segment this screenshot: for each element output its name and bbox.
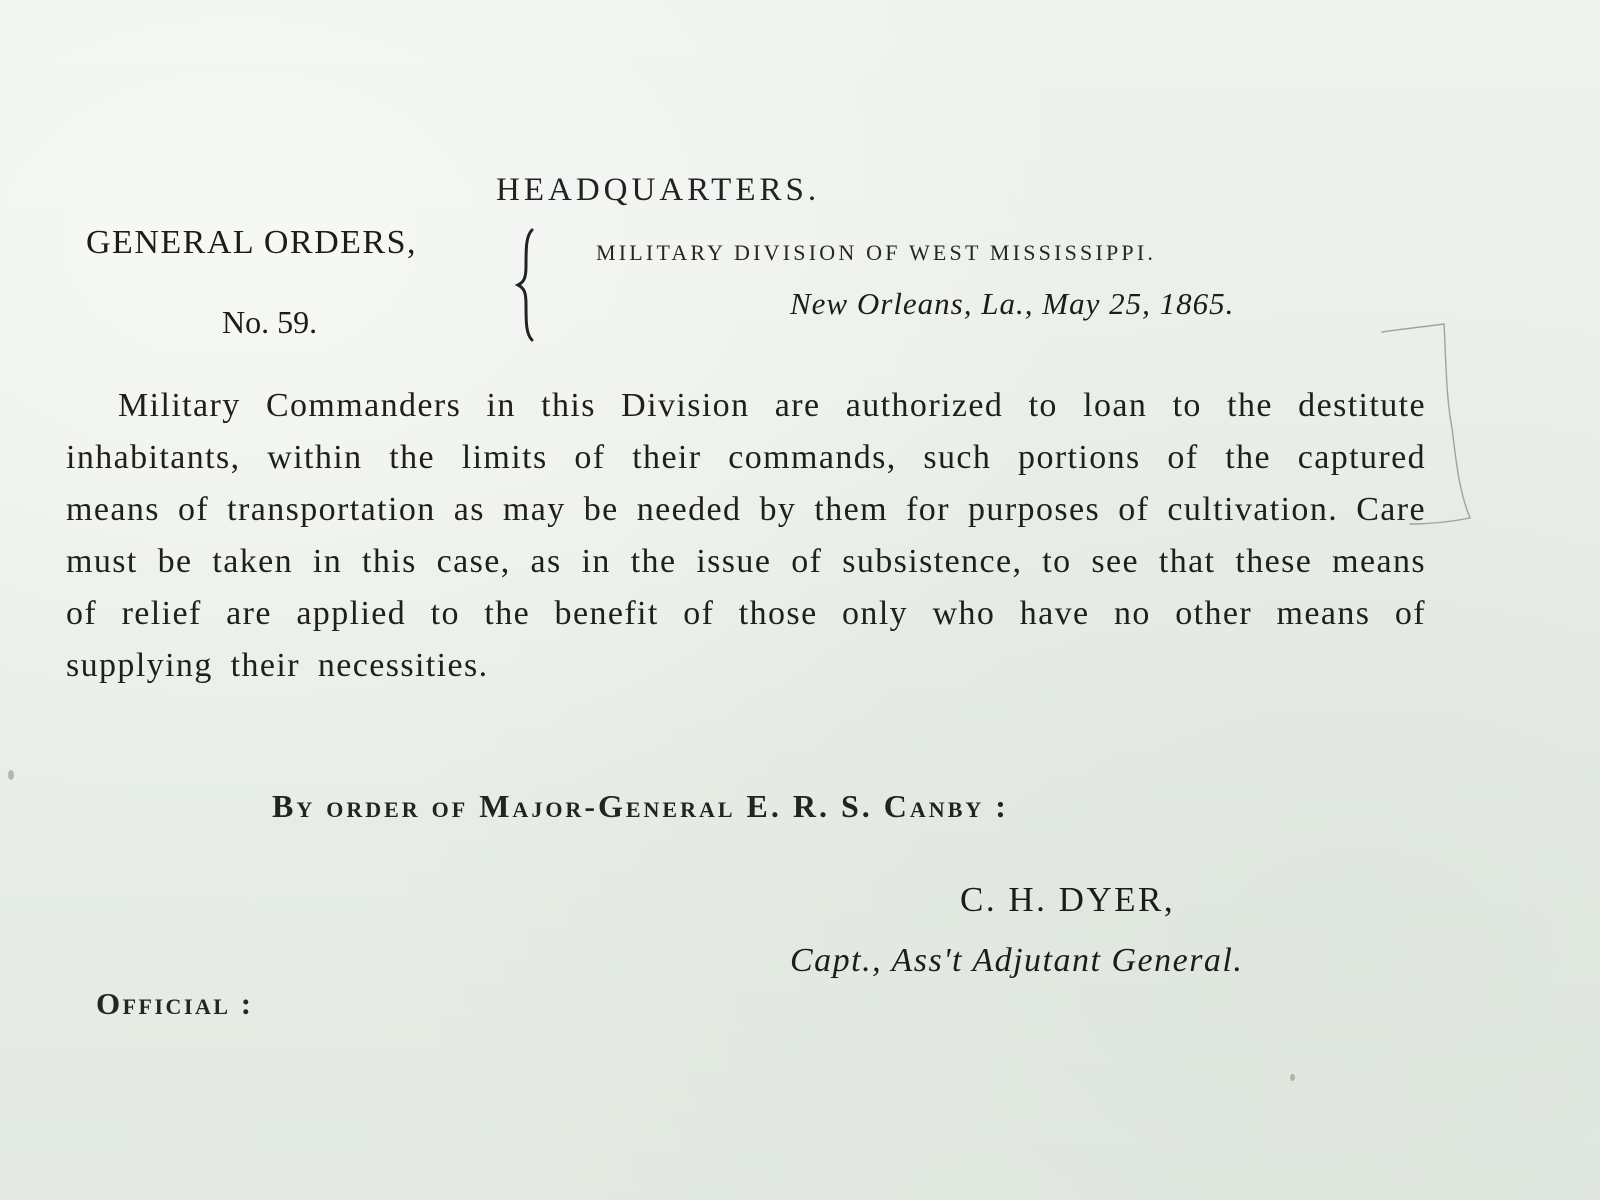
by-order-line: By order of Major-General E. R. S. Canby : — [272, 788, 1009, 824]
signer-name: C. H. DYER, — [960, 880, 1176, 919]
paper-spot — [8, 770, 14, 780]
official-label: Official : — [96, 986, 254, 1021]
paper-spot — [1290, 1074, 1295, 1081]
order-body-text: Military Commanders in this Division are authorized to loan to the destitute inhabitants, within the limits of their commands, such portions of the captured means of transportation as may be needed by them for purposes of cultivation. Care must be taken in this case, as in the issue of subsistence, to see that these means of relief are applied to the benefit of those only who have no other means of supplying their necessities. — [66, 387, 1426, 684]
brace-mark — [512, 226, 552, 344]
signer-title: Capt., Ass't Adjutant General. — [790, 942, 1244, 979]
general-orders-label: GENERAL ORDERS, — [86, 224, 418, 261]
orders-number: No. 59. — [222, 304, 318, 340]
division-name: MILITARY DIVISION OF WEST MISSISSIPPI. — [596, 240, 1157, 265]
headquarters-heading: HEADQUARTERS. — [496, 172, 821, 208]
dateline: New Orleans, La., May 25, 1865. — [790, 286, 1235, 321]
